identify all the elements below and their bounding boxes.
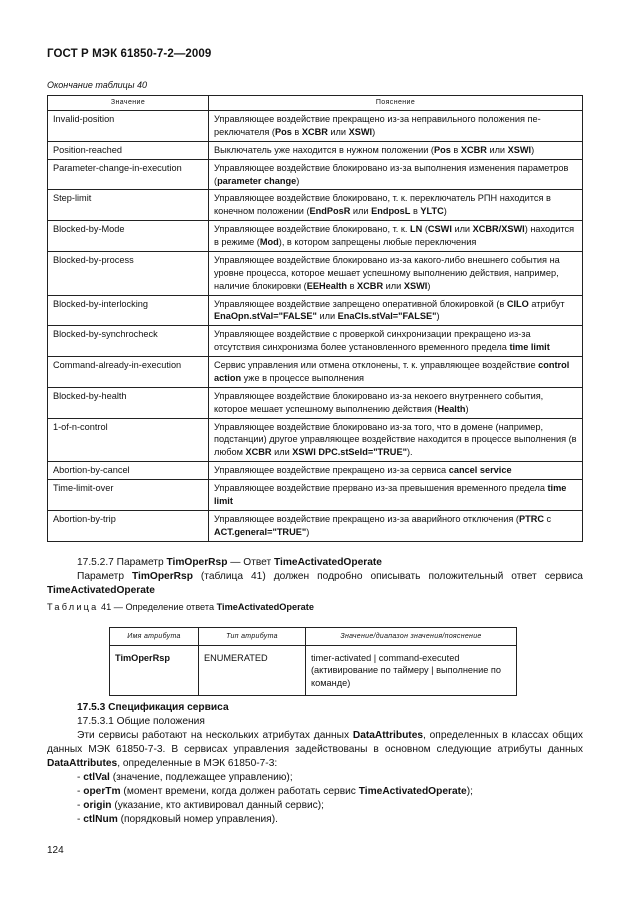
section-17-5-3-title: 17.5.3 Спецификация сервиса [77, 702, 229, 713]
value-cell: Blocked-by-interlocking [48, 295, 209, 326]
table-row [48, 190, 583, 221]
explanation-cell: Управляющее воздействие прекращено из-за сервиса cancel service [209, 462, 583, 480]
explanation-cell: Управляющее воздействие прекращено из-за аварийного отключения (PTRC с ACT.general="TRUE") [209, 510, 583, 541]
value-cell: Blocked-by-Mode [48, 221, 209, 252]
value-cell: Blocked-by-health [48, 387, 209, 418]
table-row [48, 462, 583, 480]
value-cell: Position-reached [48, 141, 209, 159]
table-row [48, 418, 583, 462]
explanation-cell: Управляющее воздействие блокировано из-за выполнения изменения параметров (parameter change) [209, 159, 583, 190]
table-row [48, 159, 583, 190]
value-cell: Invalid-position [48, 111, 209, 142]
list-item: - ctlVal (значение, подлежащее управлению); [77, 772, 293, 783]
explanation-cell: Управляющее воздействие прекращено из-за неправильного положения переключателя (Pos в XCBR или XSWI) [209, 111, 583, 142]
list-item: - ctlNum (порядковый номер управления). [77, 814, 278, 825]
value-cell: Abortion-by-cancel [48, 462, 209, 480]
page-number: 124 [47, 845, 64, 856]
table-40 [47, 95, 583, 542]
value-cell: Step-limit [48, 190, 209, 221]
value-cell: Abortion-by-trip [48, 510, 209, 541]
table-40-caption: Окончание таблицы 40 [47, 80, 147, 90]
column-header-attribute-type: Тип атрибута [199, 628, 306, 646]
table-row [110, 646, 517, 696]
explanation-cell: Управляющее воздействие запрещено оперативной блокировкой (в CILO атрибут EnaOpn.stVal="FALSE" или EnaCls.stVal="FALSE") [209, 295, 583, 326]
paragraph-timoperrsp: Параметр TimOperRsp (таблица 41) должен подробно описывать положительный ответ сервиса TimeActivatedOperate [47, 571, 583, 596]
table-row [48, 251, 583, 295]
attribute-value-cell: timer-activated | command-executed (активирование по таймеру | выполнение по команде) [306, 646, 517, 696]
attribute-name-cell: TimOperRsp [110, 646, 199, 696]
column-header-value-range: Значение/диапазон значения/пояснение [306, 628, 517, 646]
column-header-explanation: Пояснение [209, 96, 583, 111]
value-cell: Parameter-change-in-execution [48, 159, 209, 190]
column-header-value: Значение [48, 96, 209, 111]
paragraph-17-5-2-7: 17.5.2.7 Параметр TimOperRsp — Ответ TimeActivatedOperate [77, 557, 382, 568]
list-item: - operTm (момент времени, когда должен работать сервис TimeActivatedOperate); [77, 786, 473, 797]
table-41-caption [47, 602, 314, 612]
explanation-cell: Сервис управления или отмена отклонены, т. к. управляющее воздействие control action уже в процессе выполнения [209, 357, 583, 388]
explanation-cell: Управляющее воздействие блокировано из-за того, что в домене (например, подстанции) другое управляющее воздействие находится в процессе выполнения (в любом XCBR или XSWI DPC.stSeld="TRUE"). [209, 418, 583, 462]
table-row [48, 141, 583, 159]
explanation-cell: Управляющее воздействие с проверкой синхронизации прекращено из-за отсутствия синхронизма более установленного временного предела time limit [209, 326, 583, 357]
table-row [48, 480, 583, 511]
explanation-cell: Управляющее воздействие прервано из-за превышения временного предела time limit [209, 480, 583, 511]
explanation-cell: Выключатель уже находится в нужном положении (Pos в XCBR или XSWI) [209, 141, 583, 159]
table-row [48, 357, 583, 388]
paragraph-services: Эти сервисы работают на нескольких атрибутах данных DataAttributes, определенных в классах общих данных МЭК 61850-7-3. В сервисах управления задействованы в основном следующие атрибуты данных DataAttributes, определенные в МЭК 61850-7-3: [47, 730, 583, 769]
explanation-cell: Управляющее воздействие блокировано, т. к. переключатель РПН находится в конечном положении (EndPosR или EndposL в YLTC) [209, 190, 583, 221]
table-41-caption-label: Таблица [47, 602, 99, 612]
table-row [48, 387, 583, 418]
value-cell: 1-of-n-control [48, 418, 209, 462]
table-row [48, 221, 583, 252]
value-cell: Command-already-in-execution [48, 357, 209, 388]
column-header-attribute-name: Имя атрибута [110, 628, 199, 646]
value-cell: Blocked-by-synchrocheck [48, 326, 209, 357]
attribute-list [77, 771, 473, 827]
table-row [48, 326, 583, 357]
explanation-cell: Управляющее воздействие блокировано, т. к. LN (CSWI или XCBR/XSWI) находится в режиме (Mod), в котором запрещены любые переключения [209, 221, 583, 252]
explanation-cell: Управляющее воздействие блокировано из-за некоего внутреннего события, которое мешает успешному выполнению действия (Health) [209, 387, 583, 418]
section-17-5-3-1-title: 17.5.3.1 Общие положения [77, 716, 205, 727]
explanation-cell: Управляющее воздействие блокировано из-за какого-либо внешнего события на уровне процесса, которое мешает успешному выполнению действия, например, наличие блокировки (EEHealth в XCBR или XSWI) [209, 251, 583, 295]
table-41 [109, 627, 517, 696]
table-row [48, 111, 583, 142]
table-row [48, 510, 583, 541]
value-cell: Blocked-by-process [48, 251, 209, 295]
value-cell: Time-limit-over [48, 480, 209, 511]
list-item: - origin (указание, кто активировал данный сервис); [77, 800, 324, 811]
document-header: ГОСТ Р МЭК 61850-7-2—2009 [47, 48, 212, 60]
table-row [48, 295, 583, 326]
attribute-type-cell: ENUMERATED [199, 646, 306, 696]
table-41-caption-text: 41 — Определение ответа TimeActivatedOperate [98, 602, 314, 612]
